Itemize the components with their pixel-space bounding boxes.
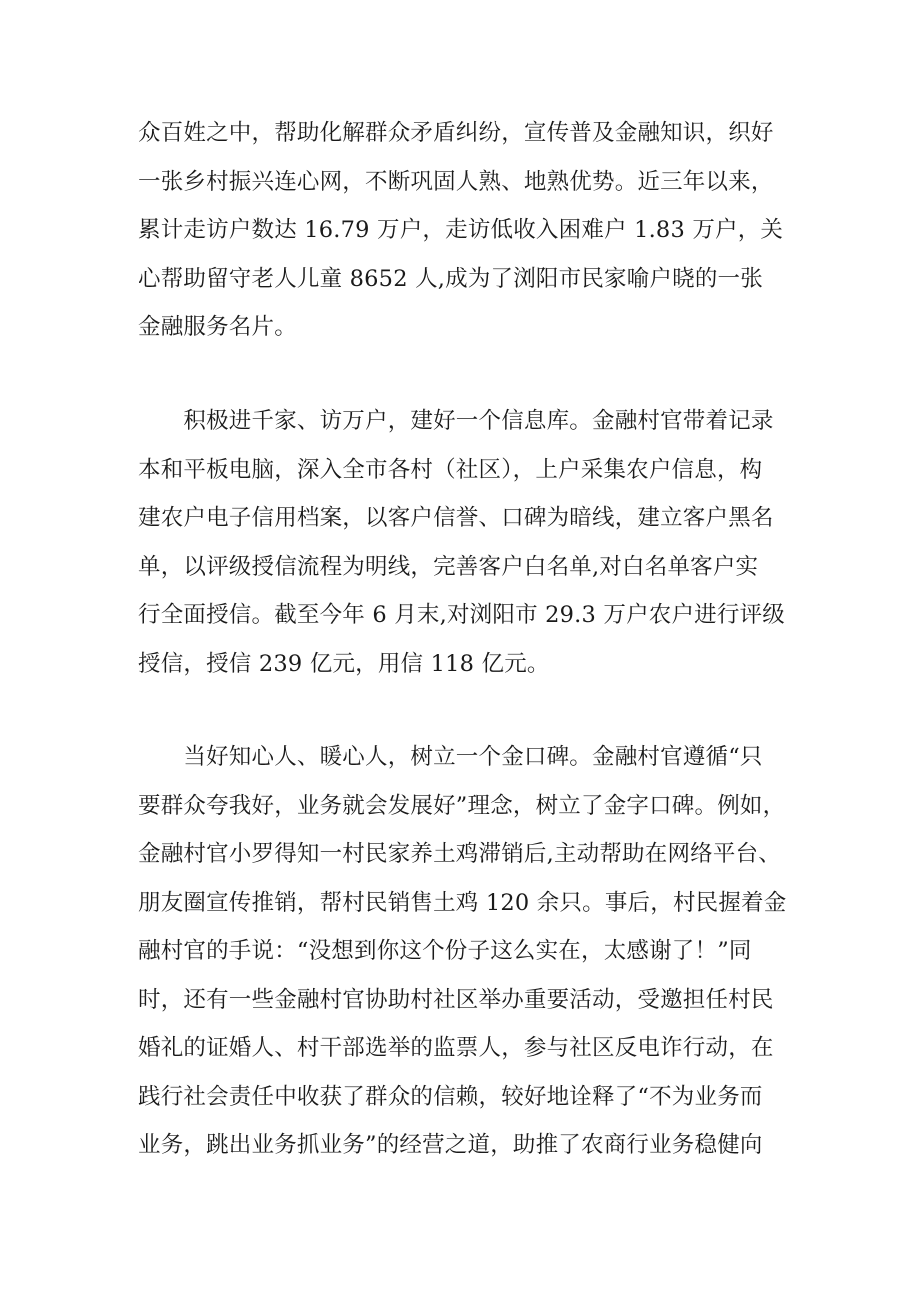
text-line: 时，还有一些金融村官协助村社区举办重要活动，受邀担任村民 bbox=[138, 986, 774, 1013]
text-line: 金融服务名片。 bbox=[138, 314, 297, 340]
text-line: 本和平板电脑，深入全市各村（社区），上户采集农户信息，构 bbox=[138, 456, 763, 483]
text-line: 婚礼的证婚人、村干部选举的监票人，参与社区反电诈行动，在 bbox=[138, 1035, 774, 1061]
text-line: 积极进千家、访万户，建好一个信息库。金融村官带着记录 bbox=[138, 408, 774, 434]
paragraph-1 bbox=[138, 109, 788, 352]
paragraph-2 bbox=[138, 397, 788, 688]
text-line: 金融村官小罗得知一村民家养土鸡滞销后,主动帮助在网络平台、 bbox=[138, 841, 781, 867]
text-line: 授信，授信 239 亿元，用信 118 亿元。 bbox=[138, 650, 550, 677]
text-line: 行全面授信。截至今年 6 月末,对浏阳市 29.3 万户农户进行评级 bbox=[138, 602, 785, 628]
text-line: 朋友圈宣传推销，帮村民销售土鸡 120 余只。事后，村民握着金 bbox=[138, 889, 787, 916]
text-line: 单，以评级授信流程为明线，完善客户白名单,对白名单客户实 bbox=[138, 553, 759, 580]
text-line: 践行社会责任中收获了群众的信赖，较好地诠释了“不为业务而 bbox=[138, 1083, 763, 1110]
paragraph-3 bbox=[138, 733, 788, 1170]
text-line: 业务，跳出业务抓业务”的经营之道，助推了农商行业务稳健向 bbox=[138, 1132, 763, 1158]
text-line: 当好知心人、暖心人，树立一个金口碑。金融村官遵循“只 bbox=[138, 744, 763, 770]
text-line: 一张乡村振兴连心网，不断巩固人熟、地熟优势。近三年以来， bbox=[138, 168, 774, 195]
text-line: 众百姓之中，帮助化解群众矛盾纠纷，宣传普及金融知识，织好 bbox=[138, 120, 774, 146]
text-line: 要群众夸我好，业务就会发展好”理念，树立了金字口碑。例如， bbox=[138, 792, 786, 819]
text-line: 建农户电子信用档案，以客户信誉、口碑为暗线，建立客户黑名 bbox=[138, 505, 774, 531]
text-line: 心帮助留守老人儿童 8652 人,成为了浏阳市民家喻户晓的一张 bbox=[138, 265, 763, 292]
text-line: 融村官的手说：“没想到你这个份子这么实在，太感谢了！”同 bbox=[138, 938, 752, 964]
text-line: 累计走访户数达 16.79 万户，走访低收入困难户 1.83 万户，关 bbox=[138, 217, 784, 243]
